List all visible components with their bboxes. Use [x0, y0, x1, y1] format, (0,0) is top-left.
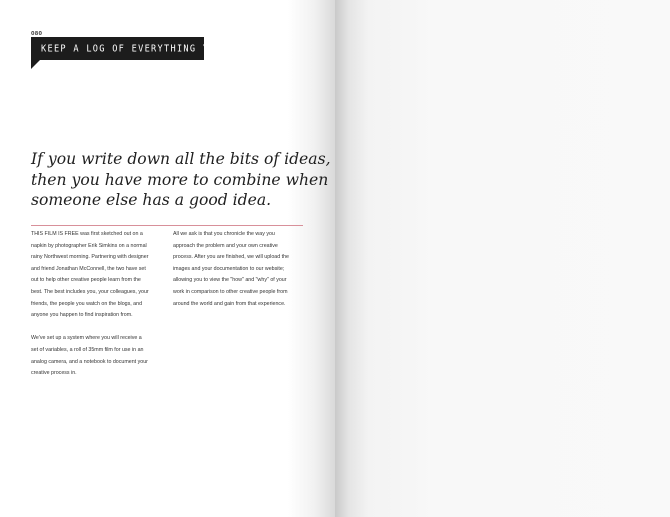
body-line: All we ask is that you chronicle the way you: [173, 231, 275, 237]
body-line: work in comparison to other creative people from: [173, 288, 288, 295]
body-line: and friend Jonathan McConnell, the two have set: [31, 265, 146, 272]
body-line: analog camera, and a notebook to document your: [31, 358, 148, 365]
section-banner: [31, 37, 281, 60]
pull-quote: [31, 149, 331, 211]
body-line: images and your documentation to our website;: [173, 265, 285, 272]
body-line: THIS FILM IS FREE was first sketched out on a: [31, 231, 143, 237]
body-line: best. The best includes you, your colleagues, your: [31, 288, 149, 295]
page-number: 080: [31, 31, 43, 37]
quote-line: someone else has a good idea.: [31, 191, 272, 209]
body-line: rainy Northwest morning. Partnering with designer: [31, 254, 149, 261]
paragraph-gap: [31, 322, 163, 334]
body-line: We've set up a system where you will receive a: [31, 335, 142, 342]
divider-rule: [31, 225, 303, 226]
body-line: around the world and gain from that experience.: [173, 300, 286, 307]
quote-line: then you have more to combine when: [31, 170, 329, 189]
body-line: allowing you to view the "how" and "why" of your: [173, 277, 287, 284]
body-line: napkin by photographer Erik Simkins on a normal: [31, 242, 147, 249]
body-line: process. After you are finished, we will upload the: [173, 254, 290, 261]
body-line: anyone you happen to find inspiration from.: [31, 312, 133, 319]
body-line: out to help other creative people learn from the: [31, 277, 141, 284]
banner-tail: [31, 60, 40, 69]
body-column-left: [31, 229, 163, 380]
body-line: approach the problem and your own creative: [173, 242, 278, 249]
banner-title: KEEP A LOG OF EVERYTHING YOU THINK OF: [41, 43, 281, 55]
quote-line: If you write down all the bits of ideas,: [31, 150, 331, 168]
body-column-right: [173, 229, 305, 310]
body-line: friends, the people you watch on the blogs, and: [31, 300, 143, 307]
body-line: set of variables, a roll of 35mm film for use in an: [31, 346, 144, 353]
right-page-blank: [335, 0, 670, 517]
body-line: creative process in.: [31, 370, 77, 377]
